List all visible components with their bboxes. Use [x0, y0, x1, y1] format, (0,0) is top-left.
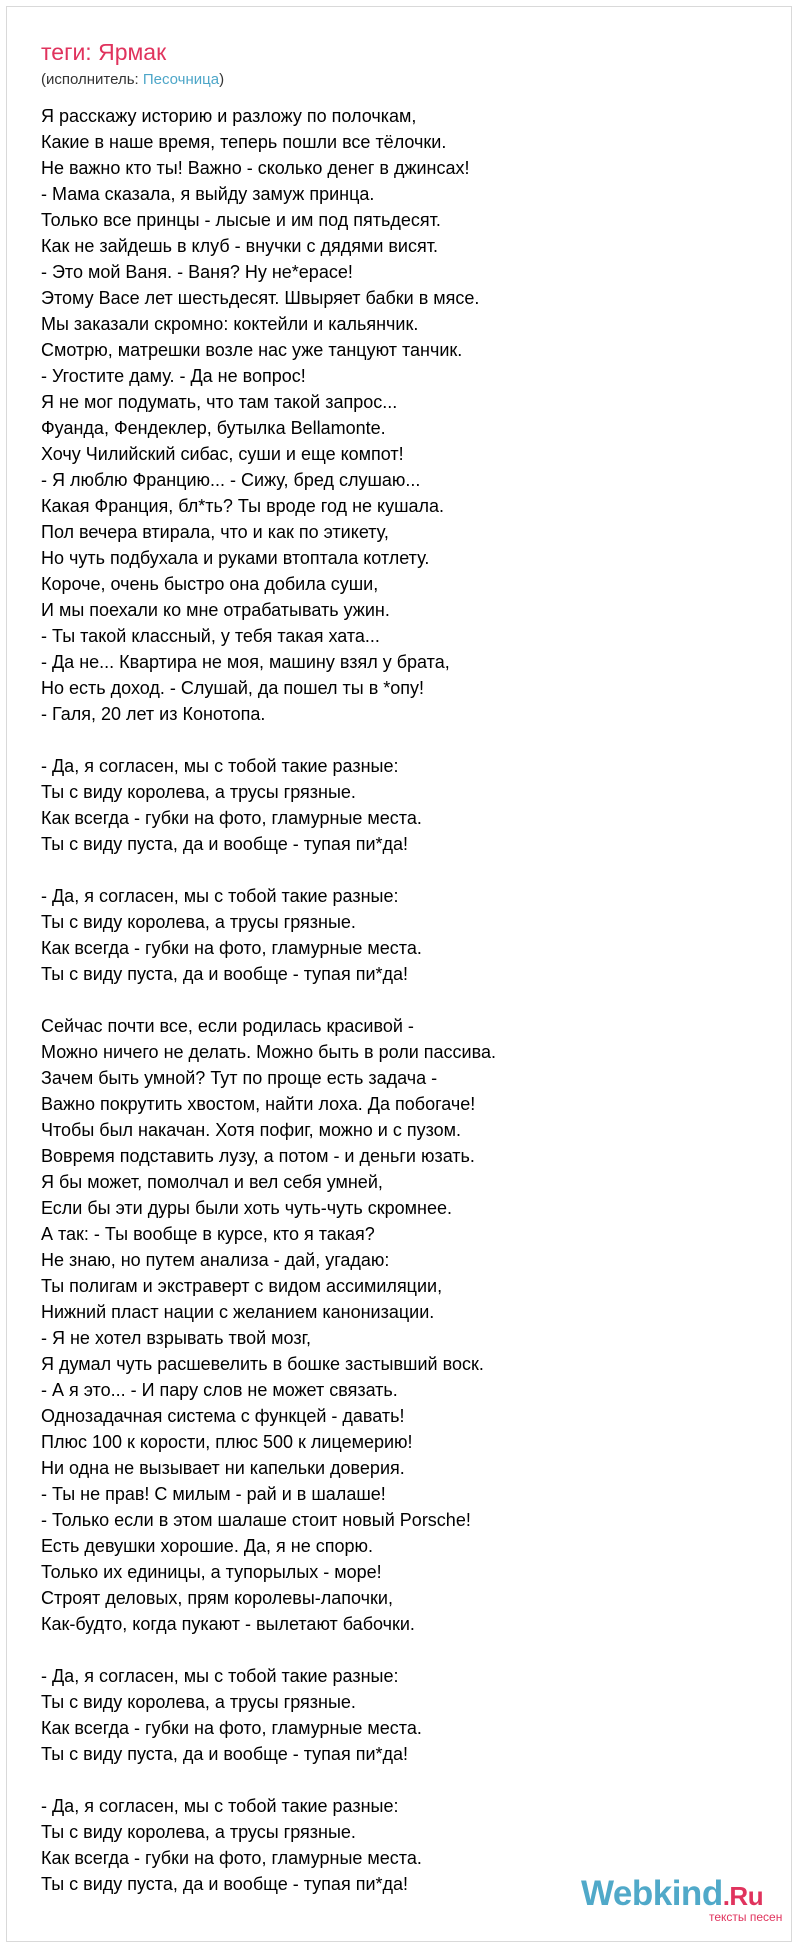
lyric-line: - Я люблю Францию... - Сижу, бред слушаю... — [41, 470, 421, 490]
lyric-line: Только их единицы, а тупорылых - море! — [41, 1562, 382, 1582]
lyric-line: И мы поехали ко мне отрабатывать ужин. — [41, 600, 390, 620]
lyric-line: Ты полигам и экстраверт с видом ассимиляции, — [41, 1276, 443, 1296]
lyric-blank-line — [41, 987, 741, 1013]
lyric-line: Как всегда - губки на фото, гламурные места. — [41, 1848, 422, 1868]
lyric-line: А так: - Ты вообще в курсе, кто я такая? — [41, 1224, 375, 1244]
lyric-line: - Да, я согласен, мы с тобой такие разные: — [41, 756, 399, 776]
logo-tagline: тексты песен — [709, 1910, 783, 1924]
page-title: теги: Ярмак — [41, 39, 167, 65]
logo-tld: .Ru — [722, 1881, 764, 1911]
lyric-line: Я бы может, помолчал и вел себя умней, — [41, 1172, 383, 1192]
lyric-line: Есть девушки хорошие. Да, я не спорю. — [41, 1536, 373, 1556]
lyric-line: Ты с виду королева, а трусы грязные. — [41, 1692, 356, 1712]
lyric-line: - Только если в этом шалаше стоит новый Porsche! — [41, 1510, 471, 1530]
lyric-line: Я расскажу историю и разложу по полочкам, — [41, 106, 417, 126]
lyric-line: Вовремя подставить лузу, а потом - и деньги юзать. — [41, 1146, 475, 1166]
lyric-line: Ты с виду пуста, да и вообще - тупая пи*да! — [41, 1874, 409, 1894]
lyric-line: Ты с виду королева, а трусы грязные. — [41, 782, 356, 802]
lyric-line: Какая Франция, бл*ть? Ты вроде год не кушала. — [41, 496, 445, 516]
lyric-line: - Это мой Ваня. - Ваня? Ну не*ерасе! — [41, 262, 353, 282]
lyric-line: Хочу Чилийский сибас, суши и еще компот! — [41, 444, 404, 464]
logo-brand: Webkind — [581, 1874, 723, 1913]
lyric-blank-line — [41, 857, 741, 883]
lyric-line: - Ты не прав! С милым - рай и в шалаше! — [41, 1484, 386, 1504]
lyric-blank-line — [41, 1637, 741, 1663]
lyric-line: Чтобы был накачан. Хотя пофиг, можно и с пузом. — [41, 1120, 462, 1140]
lyric-line: Я не мог подумать, что там такой запрос... — [41, 392, 398, 412]
lyric-line: Фуанда, Фендеклер, бутылка Bellamonte. — [41, 418, 386, 438]
lyric-line: - Да не... Квартира не моя, машину взял у брата, — [41, 652, 450, 672]
lyric-line: Не знаю, но путем анализа - дай, угадаю: — [41, 1250, 390, 1270]
lyric-line: - Мама сказала, я выйду замуж принца. — [41, 184, 375, 204]
lyric-line: Как всегда - губки на фото, гламурные места. — [41, 938, 422, 958]
lyric-line: Какие в наше время, теперь пошли все тёлочки. — [41, 132, 447, 152]
lyric-line: Смотрю, матрешки возле нас уже танцуют танчик. — [41, 340, 463, 360]
lyric-blank-line — [41, 727, 741, 753]
artist-prefix: (исполнитель: — [41, 71, 143, 88]
lyric-line: - Да, я согласен, мы с тобой такие разные: — [41, 1796, 399, 1816]
artist-link[interactable]: Песочница — [142, 71, 220, 88]
logo-wordmark — [581, 1876, 763, 1911]
artist-suffix: ) — [219, 71, 225, 88]
lyric-line: Ты с виду королева, а трусы грязные. — [41, 1822, 356, 1842]
lyric-line: - А я это... - И пару слов не может связать. — [41, 1380, 398, 1400]
lyric-line: Ты с виду пуста, да и вообще - тупая пи*да! — [41, 964, 409, 984]
lyric-line: Можно ничего не делать. Можно быть в роли пассива. — [41, 1042, 496, 1062]
lyric-line: Но чуть подбухала и руками втоптала котлету. — [41, 548, 430, 568]
lyric-line: Ты с виду королева, а трусы грязные. — [41, 912, 356, 932]
lyric-line: Этому Васе лет шестьдесят. Швыряет бабки в мясе. — [41, 288, 480, 308]
lyric-line: - Галя, 20 лет из Конотопа. — [41, 704, 266, 724]
lyric-line: Не важно кто ты! Важно - сколько денег в джинсах! — [41, 158, 470, 178]
lyric-line: - Угостите даму. - Да не вопрос! — [41, 366, 306, 386]
lyric-blank-line — [41, 1767, 741, 1793]
lyric-line: Но есть доход. - Слушай, да пошел ты в *опу! — [41, 678, 425, 698]
lyric-line: Строят деловых, прям королевы-лапочки, — [41, 1588, 393, 1608]
lyric-line: Ты с виду пуста, да и вообще - тупая пи*да! — [41, 1744, 409, 1764]
artist-line — [41, 72, 224, 87]
lyric-line: Короче, очень быстро она добила суши, — [41, 574, 379, 594]
lyrics-body — [41, 103, 741, 1897]
lyric-line: Однозадачная система с функцей - давать! — [41, 1406, 405, 1426]
lyric-line: - Да, я согласен, мы с тобой такие разные: — [41, 886, 399, 906]
site-logo[interactable] — [581, 1876, 781, 1926]
lyric-line: Как-будто, когда пукают - вылетают бабочки. — [41, 1614, 415, 1634]
lyric-line: Только все принцы - лысые и им под пятьдесят. — [41, 210, 441, 230]
lyric-line: Мы заказали скромно: коктейли и кальянчик. — [41, 314, 419, 334]
lyric-line: Если бы эти дуры были хоть чуть-чуть скромнее. — [41, 1198, 453, 1218]
lyric-line: Как всегда - губки на фото, гламурные места. — [41, 1718, 422, 1738]
lyric-line: Важно покрутить хвостом, найти лоха. Да побогаче! — [41, 1094, 476, 1114]
lyric-line: Пол вечера втирала, что и как по этикету, — [41, 522, 389, 542]
lyric-line: Сейчас почти все, если родилась красивой - — [41, 1016, 414, 1036]
lyric-line: - Ты такой классный, у тебя такая хата... — [41, 626, 380, 646]
lyric-line: Зачем быть умной? Тут по проще есть задача - — [41, 1068, 438, 1088]
lyric-line: Как всегда - губки на фото, гламурные места. — [41, 808, 422, 828]
lyric-line: Нижний пласт нации с желанием канонизации. — [41, 1302, 435, 1322]
lyric-line: Ни одна не вызывает ни капельки доверия. — [41, 1458, 405, 1478]
lyric-line: Ты с виду пуста, да и вообще - тупая пи*да! — [41, 834, 409, 854]
lyric-line: Плюс 100 к корости, плюс 500 к лицемерию! — [41, 1432, 413, 1452]
lyric-line: - Я не хотел взрывать твой мозг, — [41, 1328, 311, 1348]
lyric-line: - Да, я согласен, мы с тобой такие разные: — [41, 1666, 399, 1686]
lyric-line: Как не зайдешь в клуб - внучки с дядями висят. — [41, 236, 438, 256]
lyric-line: Я думал чуть расшевелить в бошке застывший воск. — [41, 1354, 484, 1374]
